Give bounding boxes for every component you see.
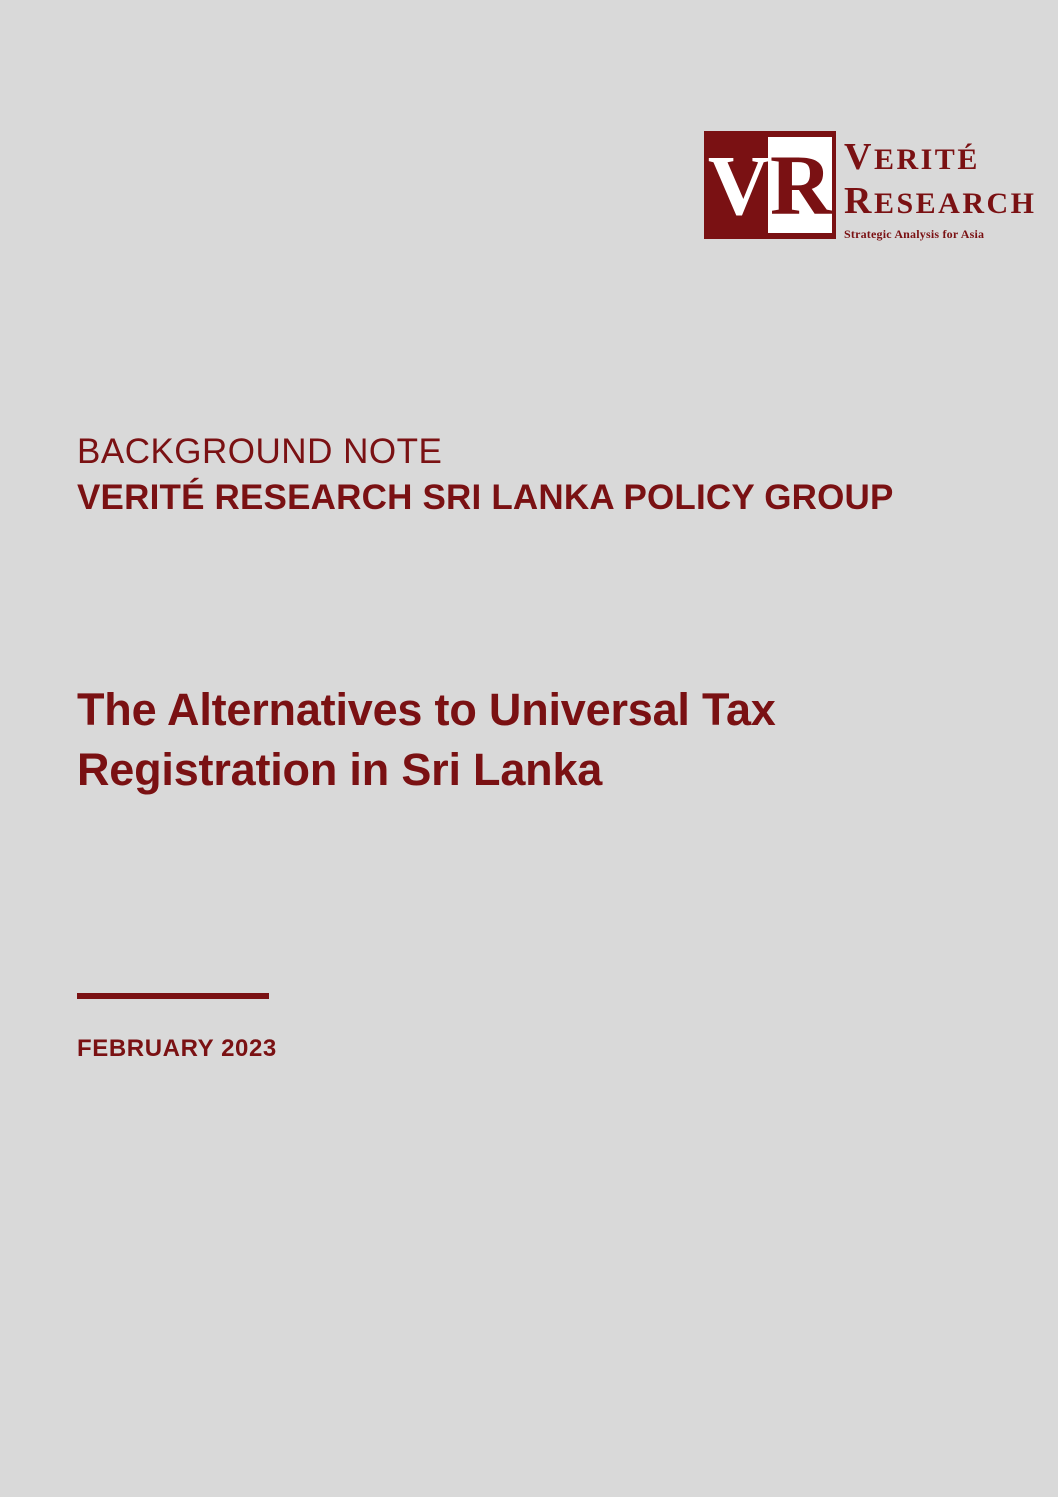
- logo-wordmark: [844, 136, 1037, 242]
- logo-monogram-r: R: [770, 137, 831, 233]
- title-rule: [77, 993, 269, 999]
- document-date: FEBRUARY 2023: [77, 1035, 277, 1062]
- logo-word-verite-cap: V: [844, 136, 874, 178]
- logo-mark: [704, 131, 836, 239]
- logo-divider: [836, 131, 840, 239]
- page-title: The Alternatives to Universal Tax Registration in Sri Lanka: [77, 684, 776, 795]
- document-kicker: BACKGROUND NOTE: [77, 432, 443, 471]
- logo-word-verite: [844, 137, 994, 179]
- logo-monogram: [704, 131, 836, 239]
- verite-research-logo: [704, 131, 1037, 241]
- logo-monogram-v: V: [707, 137, 768, 233]
- logo-word-research: [844, 179, 1037, 223]
- document-subkicker: VERITÉ RESEARCH SRI LANKA POLICY GROUP: [77, 478, 894, 517]
- logo-word-verite-rest: ERITÉ: [873, 143, 980, 176]
- logo-word-research-cap: R: [844, 179, 874, 222]
- logo-word-research-rest: ESEARCH: [873, 186, 1037, 220]
- logo-tagline: Strategic Analysis for Asia: [844, 226, 985, 241]
